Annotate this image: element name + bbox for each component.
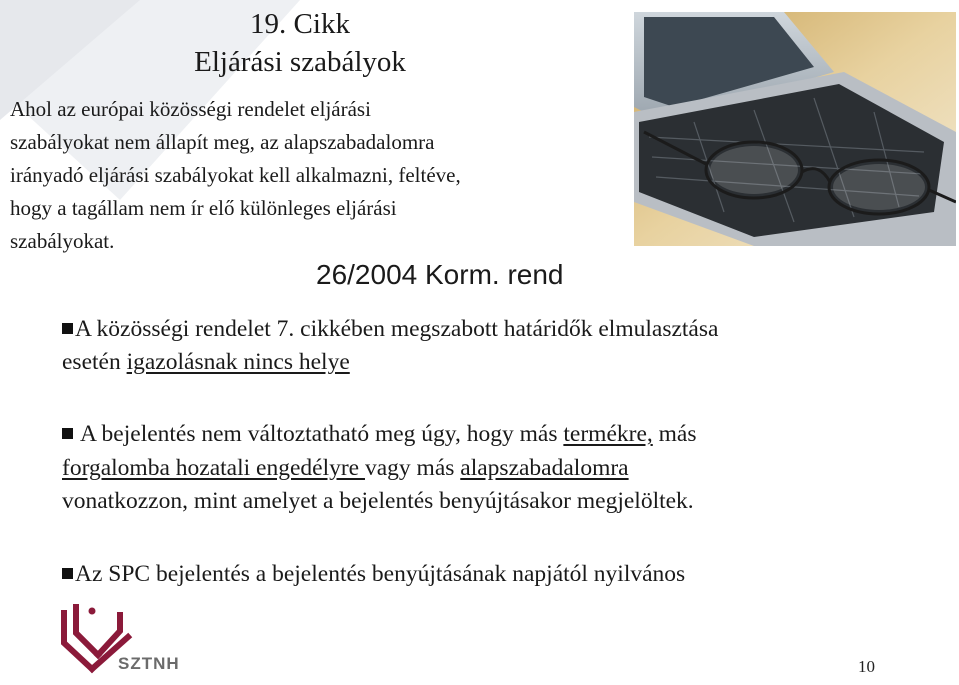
page-number: 10: [858, 657, 875, 676]
square-bullet-icon: [62, 323, 73, 334]
bullet-3: [75, 558, 955, 591]
bullet-1-line-2: [62, 346, 942, 379]
intro-line: szabályokat.: [10, 229, 115, 253]
bullet-2-continuation: [62, 452, 942, 518]
slide-title-number: 19. Cikk: [250, 8, 350, 40]
bullet-2-line-3: vonatkozzon, mint amelyet a bejelentés benyújtásakor megjelöltek.: [62, 488, 694, 514]
bullet-1-continuation: [62, 346, 942, 379]
intro-line: irányadó eljárási szabályokat kell alkalmazni, feltéve,: [10, 163, 461, 187]
laptop-glasses-photo: [634, 12, 956, 246]
bullet-2-line-1-prefix: A bejelentés nem változtatható meg úgy, hogy más: [80, 421, 564, 447]
bullet-2: [80, 418, 959, 451]
square-bullet-icon: [62, 568, 73, 579]
bullet-2-line-1-suffix: más: [652, 421, 697, 447]
intro-line: hogy a tagállam nem ír elő különleges eljárási: [10, 196, 397, 220]
decree-reference: 26/2004 Korm. rend: [316, 259, 564, 290]
bullet-2-line-2: [62, 452, 942, 485]
bullet-2-underlined-alapszabadalom: alapszabadalomra: [460, 455, 629, 481]
intro-paragraph: [10, 93, 610, 258]
bullet-2-underlined-termekre: termékre,: [563, 421, 653, 447]
square-bullet-icon: [62, 428, 73, 439]
logo-text: SZTNH: [118, 654, 180, 673]
bullet-1-underlined-text: igazolásnak nincs helye: [126, 349, 350, 375]
intro-line: szabályokat nem állapít meg, az alapszabadalomra: [10, 130, 435, 154]
bullet-2-line-2-middle: vagy más: [364, 455, 461, 481]
bullet-3-line: Az SPC bejelentés a bejelentés benyújtásának napjától nyilvános: [75, 561, 686, 587]
bullet-1: [75, 313, 955, 346]
bullet-2-line-1: [80, 418, 959, 451]
bullet-1-line-2-prefix: esetén: [62, 349, 127, 375]
bullet-1-line-1: A közösségi rendelet 7. cikkében megszabott határidők elmulasztása: [75, 316, 719, 342]
bullet-2-underlined-engedely: forgalomba hozatali engedélyre: [62, 455, 365, 481]
intro-line: Ahol az európai közösségi rendelet eljárási: [10, 97, 371, 121]
slide-title: Eljárási szabályok: [194, 46, 406, 78]
